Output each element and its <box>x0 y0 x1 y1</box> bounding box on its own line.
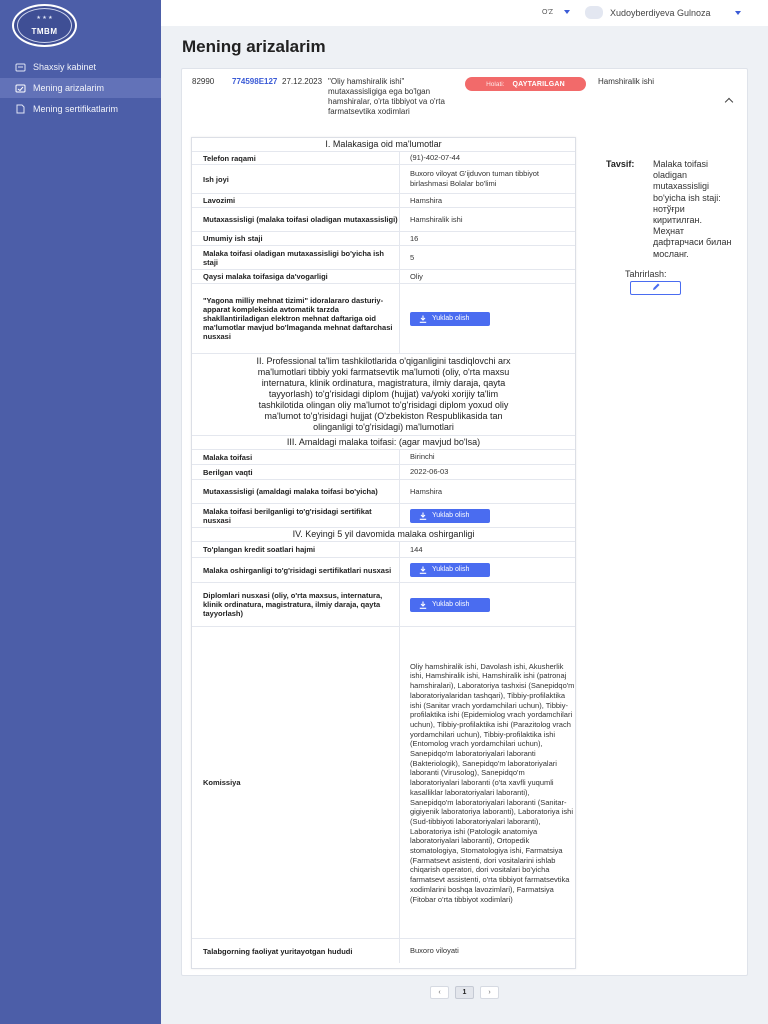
field-value: Hamshiralik ishi <box>410 214 463 224</box>
field-value: Birinchi <box>410 452 435 462</box>
field-label: Ish joyi <box>192 165 400 193</box>
field-value: Oliy <box>410 271 423 281</box>
field-label: Malaka toifasi berilganligi to'g'risidagi sertifikat nusxasi <box>192 504 400 527</box>
download-button[interactable] <box>410 312 490 326</box>
section-heading: IV. Keyingi 5 yil davomida malaka oshirganligi <box>192 528 575 542</box>
section-heading: III. Amaldagi malaka toifasi: (agar mavjud bo'lsa) <box>192 436 575 450</box>
field-value: Buxoro viloyat G'ijduvon tuman tibbiyot birlashmasi Bolalar bo'limi <box>410 169 539 188</box>
pencil-icon <box>651 279 661 297</box>
field-value: Hamshira <box>410 486 443 496</box>
logo-emblem <box>17 8 72 43</box>
home-icon <box>14 62 26 72</box>
field-label: Umumiy ish staji <box>192 232 400 245</box>
field-label: Diplomlari nusxasi (oliy, o'rta maxsus, internatura, klinik ordinatura, magistratura, ilmiy daraja, qayta tayyorlash) <box>192 583 400 626</box>
section-heading-line: II. Professional ta'lim tashkilotlarida o'qiganligini tasdiqlovchi arx <box>256 356 511 366</box>
table-row <box>192 480 575 504</box>
field-label: "Yagona milliy mehnat tizimi" idoralararo dasturiy-apparat kompleksida avtomatik tarzda shakllantiriladigan elektron mehnat daftariga oid ma'lumotlar mavjud bo'lmaganda mehnat daftarchasi nusxasi <box>192 284 400 353</box>
sidebar-item-mening-sertifikatlarim[interactable] <box>0 99 161 119</box>
download-label: Yuklab olish <box>432 600 470 608</box>
status-badge <box>465 77 586 91</box>
field-value <box>400 508 575 524</box>
sidebar-item-mening-arizalarim[interactable] <box>0 78 161 98</box>
field-label: Mutaxassisligi (amaldagi malaka toifasi bo'yicha) <box>192 480 400 503</box>
table-row <box>192 558 575 583</box>
next-page-button[interactable]: › <box>480 986 499 999</box>
description-text: Malaka toifasi oladigan mutaxassisligi bo'yicha ish staji: нотўғри киритилган. Меҳнат дафтарчаси билан мосланг. <box>653 159 732 259</box>
field-label: Malaka toifasi <box>192 450 400 464</box>
table-row <box>192 194 575 208</box>
page-title: Mening arizalarim <box>182 37 326 56</box>
field-value: Hamshira <box>410 195 443 205</box>
status-value: QAYTARILGAN <box>512 80 565 88</box>
field-label: Talabgorning faoliyat yuritayotgan hududi <box>192 939 400 963</box>
table-row <box>192 208 575 232</box>
download-icon <box>419 601 427 609</box>
section-heading: I. Malakasiga oid ma'lumotlar <box>192 138 575 152</box>
table-row <box>192 232 575 246</box>
field-value: 144 <box>410 544 423 554</box>
table-row <box>192 152 575 165</box>
field-label: Komissiya <box>192 627 400 938</box>
field-value: 5 <box>410 252 415 262</box>
page-number-button[interactable]: 1 <box>455 986 474 999</box>
field-value <box>400 562 575 578</box>
avatar[interactable] <box>585 6 603 19</box>
application-row[interactable] <box>182 75 747 135</box>
table-row <box>192 583 575 627</box>
description-label: Tavsif: <box>606 159 635 169</box>
table-row <box>192 270 575 284</box>
sidebar-item-shaxsiy-kabinet[interactable] <box>0 57 161 77</box>
user-name[interactable]: Xudoyberdiyeva Gulnoza <box>610 8 711 18</box>
table-row <box>192 165 575 194</box>
section-heading-line: ma'lumotlari tibbiy yoki farmatsevtik ma'lumoti (oliy, o'rta maxsu <box>257 367 510 377</box>
application-card <box>181 68 748 976</box>
section-heading-line: ma'lumot to'g'risidagi hujjat (O'zbekiston Respublikasida tan <box>264 411 503 421</box>
download-icon <box>419 566 427 574</box>
application-date: 27.12.2023 <box>282 77 323 86</box>
chevron-down-icon[interactable] <box>564 10 570 14</box>
chevron-up-icon[interactable] <box>725 98 733 106</box>
sidebar <box>0 0 161 1024</box>
section-heading-line: tashkilotida olingan oliy ma'lumot to'g'risidagi diplom yoxud oliy <box>258 400 509 410</box>
section-heading-line: olinganligi to'g'risidagi) ma'lumotlari <box>313 422 454 432</box>
field-label: Berilgan vaqti <box>192 465 400 479</box>
field-label: To'plangan kredit soatlari hajmi <box>192 542 400 557</box>
field-label: Malaka oshirganligi to'g'risidagi sertifikatlari nusxasi <box>192 558 400 582</box>
field-value: 16 <box>410 233 419 243</box>
field-label: Mutaxassisligi (malaka toifasi oladigan mutaxassisligi) <box>192 208 400 231</box>
edit-button[interactable] <box>630 281 681 295</box>
table-row <box>192 450 575 465</box>
prev-page-button[interactable]: ‹ <box>430 986 449 999</box>
download-button[interactable] <box>410 598 490 612</box>
pagination <box>430 986 499 999</box>
table-row <box>192 627 575 939</box>
table-row <box>192 939 575 963</box>
field-label: Malaka toifasi oladigan mutaxassisligi bo'yicha ish staji <box>192 246 400 269</box>
field-label: Telefon raqami <box>192 152 400 164</box>
download-button[interactable] <box>410 563 490 577</box>
sidebar-item-label: Shaxsiy kabinet <box>33 62 97 72</box>
logo-text: TMBM <box>31 27 58 36</box>
application-description: "Oliy hamshiralik ishi" mutaxassisligiga ega bo'lgan hamshiralar, o'rta tibbiyot va o'rta farmatsevtika xodimlari <box>328 77 445 116</box>
download-label: Yuklab olish <box>432 566 470 574</box>
field-value: (91)-402-07-44 <box>410 153 461 163</box>
table-row <box>192 284 575 354</box>
chevron-down-icon[interactable] <box>735 11 741 15</box>
certificate-icon <box>14 104 26 114</box>
download-label: Yuklab olish <box>432 314 470 322</box>
logo-stars-icon: ★ ★ ★ <box>36 15 53 21</box>
download-label: Yuklab olish <box>432 511 470 519</box>
field-label: Lavozimi <box>192 194 400 207</box>
field-value: Oliy hamshiralik ishi, Davolash ishi, Akusherlik ishi, Hamshiralik ishi, Hamshiralik ishi (patronaj hamshiralari), Laboratoriya tashxisi (Sanepidqo'm laboratoriyalaridan tashqari), Tibbiy-profilaktika ishi (Sanitar vrach yordamchilari uchun), Tibbiy-profilaktika ishi (Epidemiolog vrach yordamchilari uchun), Tibbiy-profilaktika ishi (Parazitolog vrach yordamchilari uchun), Tibbiy-profilaktika ishi (Entomolog vrach yordamchilari uchun), Sanepidqo'm laboratoriyalari laboranti (Bakteriologik), Sanepidqo'm laboratoriyalari laboranti (Virusolog), Sanepidqo'm laboratoriyalari laboranti (o'ta xavfli yuqumli kasalliklar laboratoriyalari laboranti), Sanepidqo'm laboratoriyalari laboranti (Sanitar-gigiyenik laboratoriya laboranti), Laboratoriya ishi (Sud-tibbiyoti laboratoriyalari laboranti), Laboratoriya ishi (Patologik anatomiya laboratoriyalari laboranti), Ortopedik stomatologiya, Stomatologiya ishi, Farmatsiya (Farmatsevt asistenti, dori vositalarini ishlab chiqarish operatori, dori vositalari bo'yicha farmatsevt assistenti, o'rta tibbiyot farmatsevtika xodimlarini boshqa lavozimlari), Farmatsiya (Fitobar o'rta tibbiyot xodimlari) <box>410 661 575 904</box>
field-value <box>400 597 575 613</box>
section-heading-line: tayyorlash) to'g'risidagi diplom (hujjat) va/yoki xorijiy ta'lim <box>268 389 499 399</box>
download-icon <box>419 315 427 323</box>
field-label: Qaysi malaka toifasiga da'vogarligi <box>192 270 400 283</box>
section-heading <box>192 354 575 436</box>
field-value: 2022-06-03 <box>410 467 449 477</box>
application-specialty: Hamshiralik ishi <box>598 77 655 86</box>
download-icon <box>419 512 427 520</box>
sidebar-nav <box>0 57 161 120</box>
logo[interactable] <box>12 4 77 47</box>
table-row <box>192 465 575 480</box>
field-value <box>400 311 575 327</box>
table-row <box>192 542 575 558</box>
section-heading-line: internatura, klinik ordinatura, magistratura, ilmiy daraja, qayta <box>261 378 506 388</box>
applications-icon <box>14 83 26 93</box>
table-row <box>192 246 575 270</box>
topbar <box>161 0 768 26</box>
table-row <box>192 504 575 528</box>
language-selector[interactable]: O'Z <box>542 9 554 16</box>
sidebar-item-label: Mening arizalarim <box>33 83 105 93</box>
download-button[interactable] <box>410 509 490 523</box>
application-id: 82990 <box>192 77 215 86</box>
sidebar-item-label: Mening sertifikatlarim <box>33 104 119 114</box>
field-value: Buxoro viloyati <box>410 946 459 956</box>
edit-label: Tahrirlash: <box>625 269 667 279</box>
application-number-link[interactable]: 774598E127 <box>232 77 278 86</box>
status-label: Holati: <box>486 80 505 88</box>
application-details-table[interactable] <box>191 137 576 969</box>
